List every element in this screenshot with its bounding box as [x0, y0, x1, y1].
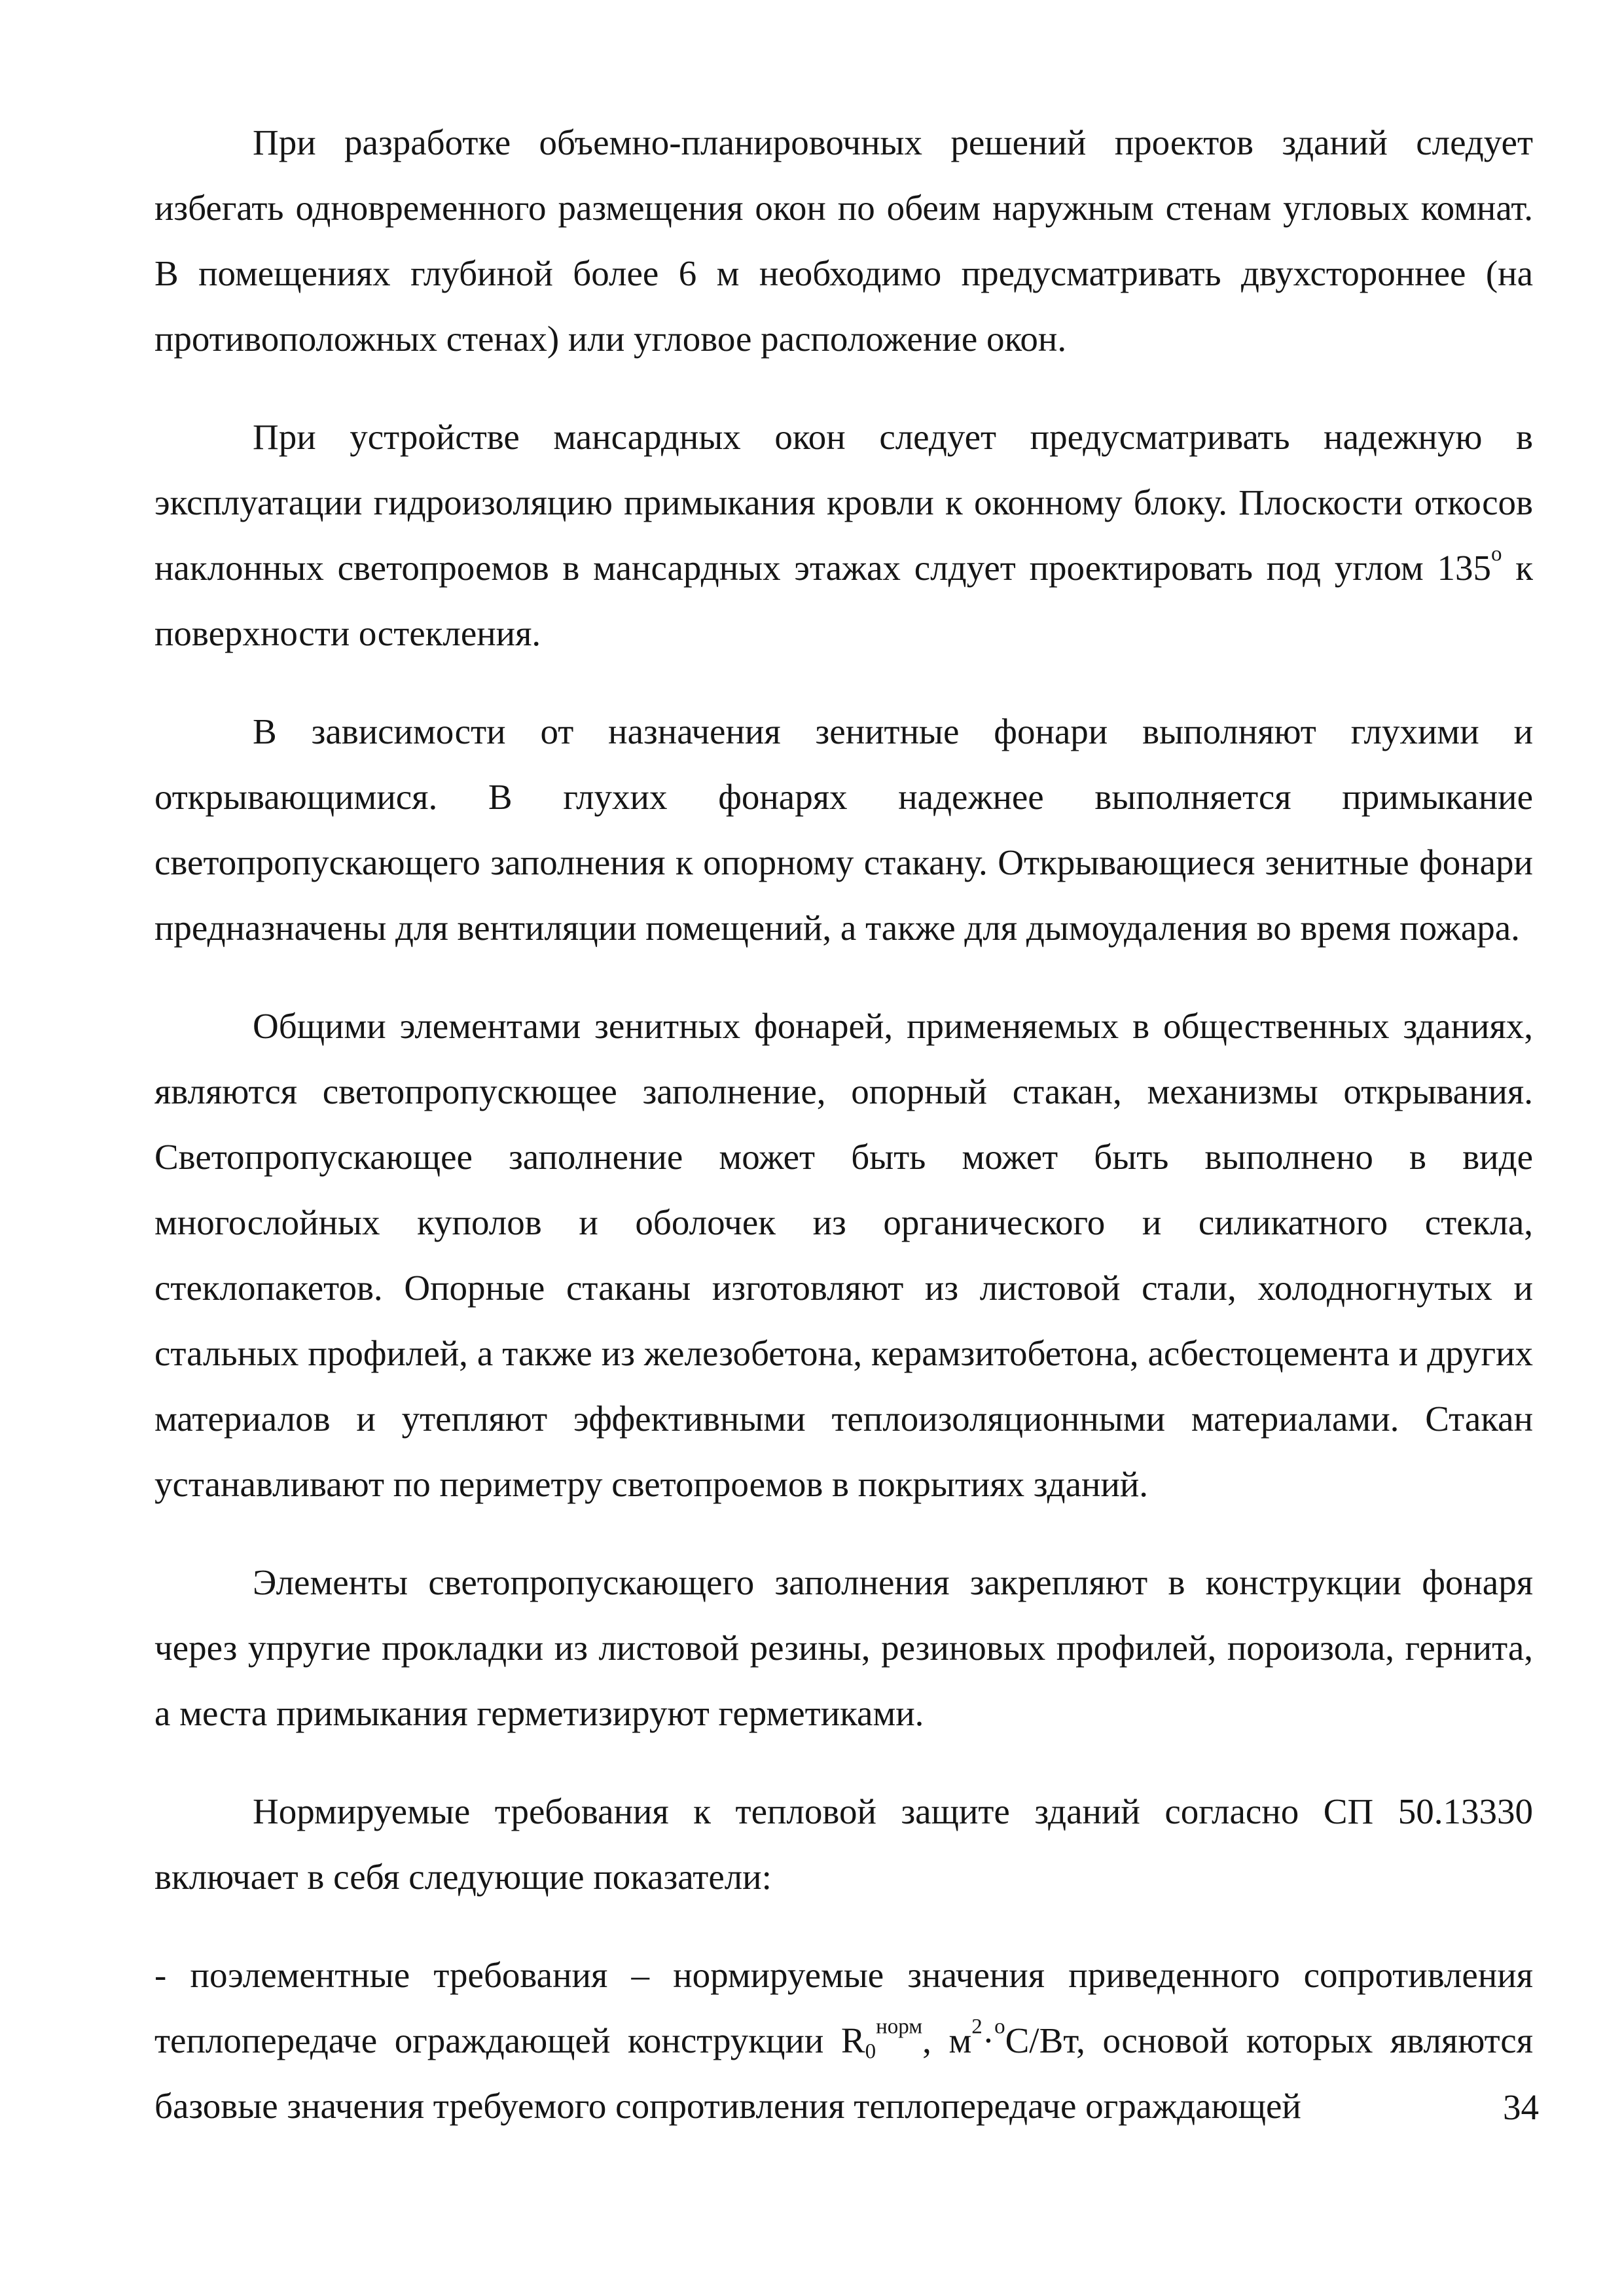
unit-square-superscript: 2 [971, 2015, 983, 2039]
degree-symbol: о [1491, 542, 1502, 566]
paragraph-mansard-windows-end: к поверхности остекления. [154, 548, 1533, 653]
paragraph-zenith-lanterns-elements: Общими элементами зенитных фонарей, применяемых в общественных зданиях, являются светопропускющее заполнение, опорный стакан, механизмы открывания. Светопропускающее заполнение может быть может быть выполнено в виде многослойных куполов и оболочек из органического и силикатного стекла, стеклопакетов. Опорные стаканы изготовляют из листовой стали, холодногнутых и стальных профилей, а также из железобетона, керамзитобетона, асбестоцемента и других материалов и утепляют эффективными теплоизоляционными материалами. Стакан устанавливают по периметру светопроемов в покрытиях зданий. [154, 1006, 1533, 1504]
paragraph-glazing-fixing: Элементы светопропускающего заполнения закрепляют в конструкции фонаря через упругие прокладки из листовой резины, резиновых профилей, пороизола, гернита, а места примыкания герметизируют герметиками. [154, 1562, 1533, 1733]
paragraph-mansard-windows [154, 404, 1533, 666]
unit-degree-superscript: о [994, 2015, 1005, 2039]
unit-dot: · [982, 2020, 995, 2060]
element-requirements-text: - поэлементные требования – нормируемые значения приведенного сопротивления теплопередаче ограждающей конструкции R [154, 1955, 1533, 2060]
page-number: 34 [1503, 2087, 1539, 2127]
body-text [154, 110, 1533, 2139]
paragraph-zenith-lanterns-types: В зависимости от назначения зенитные фонари выполняют глухими и открывающимися. В глухих фонарях надежнее выполняется примыкание светопропускающего заполнения к опорному стакану. Открывающиеся зенитные фонари предназначены для вентиляции помещений, а также для дымоудаления во время пожара. [154, 711, 1533, 948]
paragraph-element-requirements [154, 1943, 1533, 2139]
unit-text: , м [922, 2020, 972, 2060]
paragraph-window-placement: При разработке объемно-планировочных решений проектов зданий следует избегать одновременного размещения окон по обеим наружным стенам угловых комнат. В помещениях глубиной более 6 м необходимо предусматривать двухстороннее (на противоположных стенах) или угловое расположение окон. [154, 122, 1533, 359]
paragraph-mansard-windows-text: При устройстве мансардных окон следует предусматривать надежную в эксплуатации гидроизоляцию примыкания кровли к оконному блоку. Плоскости откосов наклонных светопроемов в мансардных этажах слдует проектировать под углом 135 [154, 417, 1533, 588]
element-requirements-end: С/Вт, основой которых являются базовые значения требуемого сопротивления теплопередаче ограждающей [154, 2020, 1533, 2126]
resistance-subscript: 0 [865, 2039, 876, 2064]
resistance-superscript: норм [876, 2015, 923, 2039]
paragraph-thermal-requirements: Нормируемые требования к тепловой защите зданий согласно СП 50.13330 включает в себя следующие показатели: [154, 1791, 1533, 1897]
